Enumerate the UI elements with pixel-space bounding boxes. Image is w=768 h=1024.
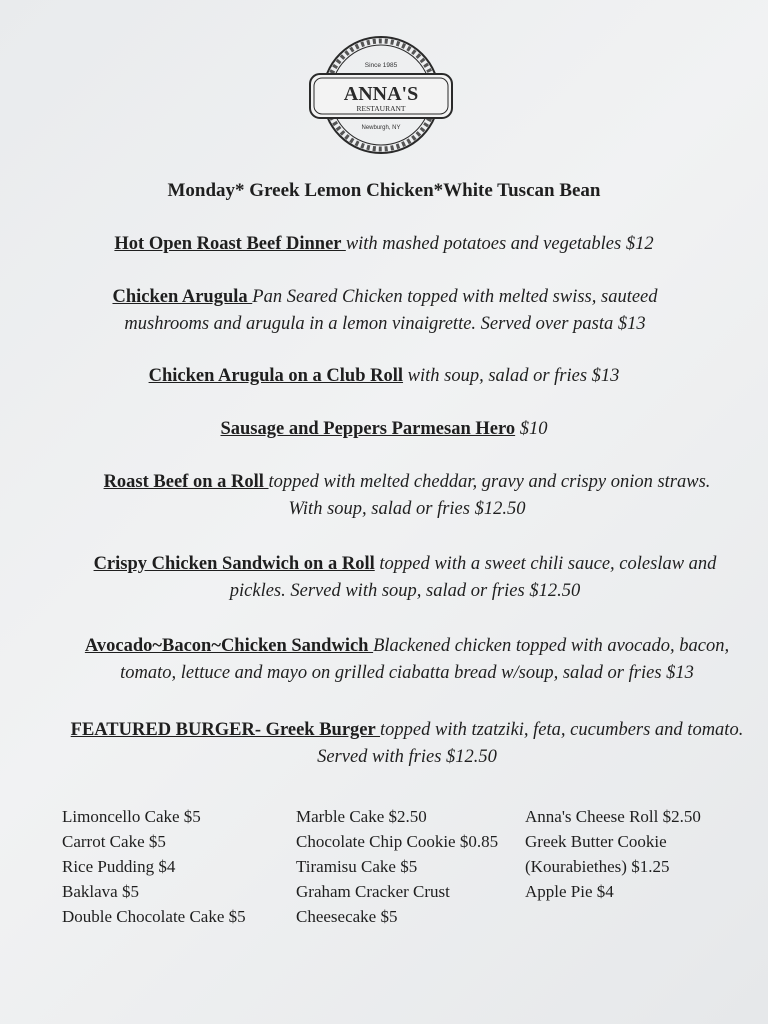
menu-item-desc: topped with a sweet chili sauce, coleslaw and pickles. Served with soup, salad or fries $12.50 (229, 554, 717, 601)
menu-item (62, 717, 752, 771)
menu-item-desc: Blackened chicken topped with avocado, bacon, tomato, lettuce and mayo on grilled ciabatta bread w/soup, salad or fries $13 (120, 636, 730, 683)
dessert-item: (Kourabiethes) $1.25 (525, 857, 670, 876)
menu-item (60, 363, 708, 390)
dessert-item: Baklava $5 (62, 882, 139, 901)
menu-item-name: Chicken Arugula on a Club Roll (148, 366, 404, 386)
dessert-item: Double Chocolate Cake $5 (62, 907, 246, 926)
logo-emblem (308, 34, 454, 156)
logo-location-text: Newburgh, NY (361, 125, 401, 131)
menu-item-name: Avocado~Bacon~Chicken Sandwich (84, 636, 374, 656)
dessert-column-3 (525, 804, 701, 904)
logo-subtitle-text: RESTAURANT (356, 104, 406, 113)
logo-name-text: ANNA'S (343, 83, 419, 105)
menu-item (60, 231, 708, 258)
dessert-item: Chocolate Chip Cookie $0.85 (296, 832, 499, 851)
menu-item-desc: topped with melted cheddar, gravy and crispy onion straws. With soup, salad or fries $12.50 (268, 472, 711, 519)
dessert-item: Graham Cracker Crust (296, 882, 450, 901)
dessert-column-2 (296, 804, 498, 929)
menu-item-name: Chicken Arugula (112, 287, 253, 307)
dessert-item: Rice Pudding $4 (62, 857, 176, 876)
menu-item (100, 284, 670, 338)
dessert-column-1 (62, 804, 246, 929)
menu-item-desc: with mashed potatoes and vegetables $12 (345, 234, 654, 254)
dessert-item: Greek Butter Cookie (525, 832, 667, 851)
menu-item-desc: with soup, salad or fries $13 (403, 366, 620, 386)
dessert-item: Apple Pie $4 (525, 882, 614, 901)
dessert-item: Marble Cake $2.50 (296, 807, 427, 826)
logo-since-text: Since 1985 (364, 62, 398, 69)
menu-item-name: Crispy Chicken Sandwich on a Roll (93, 554, 375, 574)
menu-item-desc: topped with tzatziki, feta, cucumbers and tomato. Served with fries $12.50 (317, 720, 744, 767)
dessert-item: Carrot Cake $5 (62, 832, 166, 851)
menu-item-name: FEATURED BURGER- Greek Burger (70, 720, 381, 740)
menu-item-name: Hot Open Roast Beef Dinner (114, 234, 346, 254)
restaurant-logo (308, 34, 454, 156)
menu-item-name: Sausage and Peppers Parmesan Hero (220, 419, 516, 439)
menu-item-desc: Pan Seared Chicken topped with melted swiss, sauteed mushrooms and arugula in a lemon vinaigrette. Served over pasta $13 (124, 287, 658, 334)
menu-item-desc: $10 (515, 419, 548, 439)
dessert-item: Anna's Cheese Roll $2.50 (525, 807, 701, 826)
menu-item (74, 633, 740, 687)
dessert-item: Cheesecake $5 (296, 907, 398, 926)
dessert-item: Tiramisu Cake $5 (296, 857, 418, 876)
menu-item (92, 469, 722, 523)
menu-item (70, 551, 740, 605)
soup-of-the-day: Monday* Greek Lemon Chicken*White Tuscan Bean (167, 180, 601, 201)
dessert-item: Limoncello Cake $5 (62, 807, 201, 826)
menu-item (60, 416, 708, 443)
menu-item-name: Roast Beef on a Roll (103, 472, 269, 492)
